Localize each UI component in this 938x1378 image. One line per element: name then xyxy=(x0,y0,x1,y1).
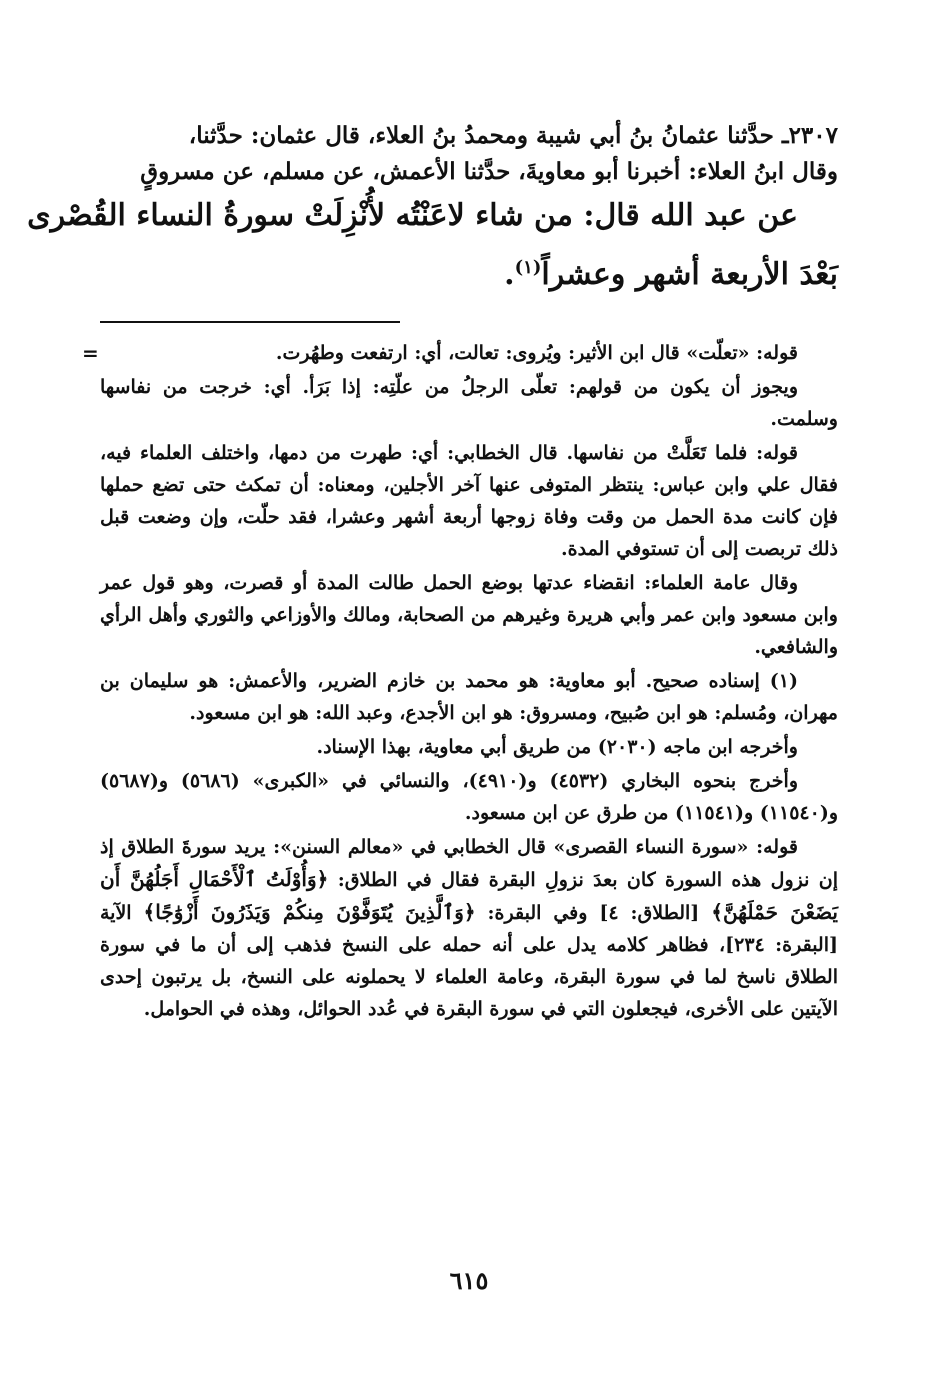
quran-verse-1: ﴿وَأُوْلَتُ ٱلْأَحْمَالِ أَجَلُهُنَّ أَن يَضَعْنَ حَمْلَهُنَّ﴾ xyxy=(100,867,838,924)
isnad-line-2: وقال ابنُ العلاء: أخبرنا أبو معاويةَ، حدَّثنا الأعمش، عن مسلم، عن مسروقٍ xyxy=(140,158,838,185)
matn-end-punctuation: . xyxy=(504,257,515,292)
quran-verse-2: ﴿وَٱلَّذِينَ يُتَوَفَّوْنَ مِنكُمْ وَيَذَرُونَ أَزْوَٰجًا﴾ xyxy=(143,900,476,924)
footnote-paragraph: ويجوز أن يكون من قولهم: تعلّى الرجلُ من علّتِه: إذا بَرَأ. أي: خرجت من نفاسها وسلمت. xyxy=(100,376,838,430)
footnote-paragraph: قوله: فلما تَعَلَّتْ من نفاسها. قال الخطابي: أي: طهرت من دمها، واختلف العلماء فيه، فقال علي وابن عباس: ينتظر المتوفى عنها آخر الأجلين، ومعناه: أن تمكث حتى تضع حملها فإن كانت مدة الحمل من وقت وفاة زوجها أربعة أشهر وعشرا، فقد حلّت، وإن وضعت قبل ذلك تربصت إلى أن تستوفي المدة. xyxy=(100,442,838,560)
footnote-paragraph: قوله: «تعلّت» قال ابن الأثير: ويُروى: تعالت، أي: ارتفعت وطهُرت. xyxy=(275,342,798,364)
book-page xyxy=(27,118,839,1027)
footnotes xyxy=(82,337,839,1025)
footnote-paragraph: وأخرجه ابن ماجه (٢٠٣٠) من طريق أبي معاوية، بهذا الإسناد. xyxy=(316,736,798,758)
sura-note-part-2: [الطلاق: ٤] وفي البقرة: xyxy=(487,902,700,924)
page-number: ٦١٥ xyxy=(449,1266,489,1295)
continuation-mark: = xyxy=(82,341,99,365)
isnad-line-1: ٢٣٠٧ـ حدَّثنا عثمانُ بنُ أبي شيبة ومحمدُ بنُ العلاء، قال عثمان: حدَّثنا، xyxy=(188,122,838,149)
footnote-paragraph-sura xyxy=(100,831,838,1025)
hadith-text xyxy=(27,118,838,301)
footnote-divider xyxy=(100,321,400,323)
sura-note-part-3: الآية [البقرة: ٢٣٤]، فظاهر كلامه يدل على أنه حمله على النسخ فذهب إلى أن ما في سورة الطلاق ناسخ لما في سورة البقرة، وعامة العلماء لا يحملونه على النسخ، بل يرتبون إحدى الآيتين على الأخرى، فيجعلون التي في سورة البقرة في عُدد الحوائل، وهذه في الحوامل. xyxy=(100,902,838,1020)
footnote-paragraph: وقال عامة العلماء: انقضاء عدتها بوضع الحمل طالت المدة أو قصرت، وهو قول عمر وابن مسعود وابن عمر وأبي هريرة وغيرهم من الصحابة، ومالك والأوزاعي والثوري وأهل الرأي والشافعي. xyxy=(100,572,838,658)
footnote-paragraph: وأخرج بنحوه البخاري (٤٥٣٢) و(٤٩١٠)، والنسائي في «الكبرى» (٥٦٨٦) و(٥٦٨٧) و(١١٥٤٠) و(١١٥٤١) من طرق عن ابن مسعود. xyxy=(100,770,838,824)
matn-line-2-text: بَعْدَ الأربعة أشهر وعشراً xyxy=(541,257,838,292)
matn-line-2 xyxy=(100,242,838,301)
matn-line-1: عن عبد الله قال: من شاء لاعَنْتُه لأُنْزِلَتْ سورةُ النساء القُصْرى xyxy=(27,198,798,233)
footnote-reference: (١) xyxy=(514,257,542,278)
sura-note-part-1: قوله: «سورة النساء القصرى» قال الخطابي في «معالم السنن»: يريد سورةَ الطلاق إذ إن نزول هذه السورة كان بعدَ نزولِ البقرة فقال في الطلاق: xyxy=(100,836,839,891)
footnote-paragraph: (١) إسناده صحيح. أبو معاوية: هو محمد بن خازم الضرير، والأعمش: هو سليمان بن مهران، ومُسلم: هو ابن صُبيح، ومسروق: هو ابن الأجدع، وعبد الله: هو ابن مسعود. xyxy=(100,670,838,724)
